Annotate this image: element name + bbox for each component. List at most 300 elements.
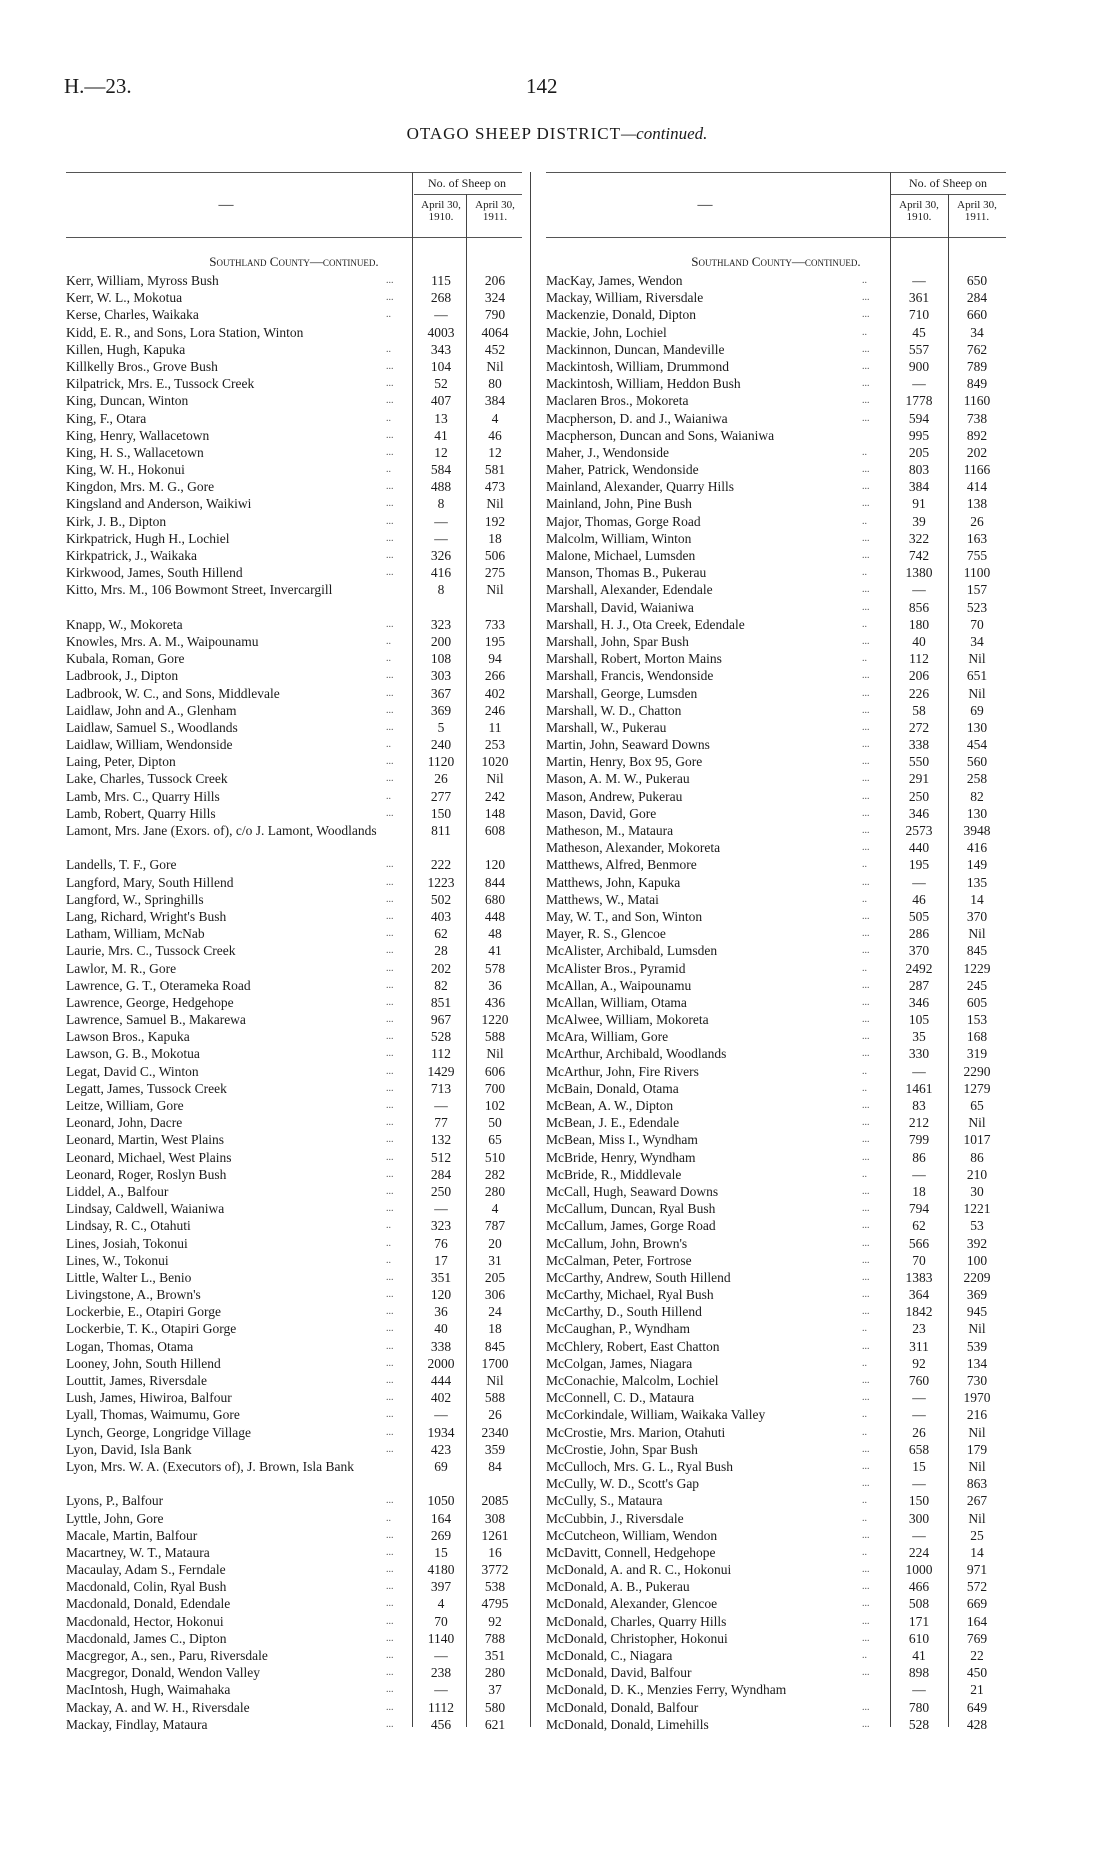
sheep-1910: 323 xyxy=(430,616,452,632)
owner-name: Marshall, David, Waianiwa xyxy=(546,599,694,615)
owner-name: McDonald, C., Niagara xyxy=(546,1648,673,1663)
leader-dots: ... xyxy=(386,670,394,682)
leader-dots: ... xyxy=(386,1684,394,1696)
owner-name: Malcolm, William, Winton xyxy=(546,530,692,546)
leader-dots: .. xyxy=(386,1254,391,1266)
leader-dots: ... xyxy=(862,395,870,407)
leader-dots: ... xyxy=(862,1632,870,1644)
table-row xyxy=(66,616,522,633)
sheep-1911: 769 xyxy=(966,1630,988,1646)
owner-name: Mackay, A. and W. H., Riversdale xyxy=(66,1699,250,1715)
leader-dots: ... xyxy=(862,601,870,613)
sheep-1910: 361 xyxy=(908,290,930,306)
leader-dots: ... xyxy=(862,498,870,510)
sheep-1910: 303 xyxy=(430,668,452,684)
sheep-1910: — xyxy=(912,582,926,598)
leader-dots: ... xyxy=(386,1632,394,1644)
sheep-1911: 135 xyxy=(966,874,988,890)
table-row xyxy=(546,461,1006,478)
table-row xyxy=(66,1527,522,1544)
table-row xyxy=(546,788,1006,805)
sheep-1911: 700 xyxy=(484,1080,506,1096)
sheep-1911: 163 xyxy=(966,530,988,546)
sheep-1910: 416 xyxy=(430,565,452,581)
owner-name: Lyon, Mrs. W. A. (Executors of), J. Brown, Isla Bank xyxy=(66,1458,354,1474)
table-row xyxy=(66,633,522,650)
table-row xyxy=(546,272,1006,289)
sheep-1911: 267 xyxy=(966,1493,988,1509)
leader-dots: .. xyxy=(862,1512,867,1524)
table-row xyxy=(66,1200,522,1217)
table-row xyxy=(66,1389,522,1406)
leader-dots: .. xyxy=(386,635,391,647)
sheep-1910: 86 xyxy=(912,1149,926,1165)
leader-dots: ... xyxy=(862,1306,870,1318)
sheep-1910: 1429 xyxy=(427,1063,455,1079)
sheep-1911: 392 xyxy=(966,1235,988,1251)
leader-dots: ... xyxy=(862,343,870,355)
table-row xyxy=(546,375,1006,392)
sheep-1911: 168 xyxy=(966,1029,988,1045)
table-row xyxy=(66,530,522,547)
table-row xyxy=(66,960,522,977)
sheep-1910: — xyxy=(912,376,926,392)
table-row xyxy=(546,410,1006,427)
sheep-1910: 488 xyxy=(430,479,452,495)
sheep-1910: 36 xyxy=(434,1304,448,1320)
table-row xyxy=(66,1235,522,1252)
sheep-1911: 581 xyxy=(484,462,506,478)
table-row xyxy=(546,822,1006,839)
leader-dots: ... xyxy=(386,1203,394,1215)
sheep-1911: 789 xyxy=(966,358,988,374)
sheep-1910: 115 xyxy=(431,273,451,288)
leader-dots: ... xyxy=(386,1168,394,1180)
table-row xyxy=(546,891,1006,908)
sheep-1910: 370 xyxy=(908,943,930,959)
sheep-1910: 250 xyxy=(908,788,930,804)
sheep-1910: 528 xyxy=(908,1716,930,1732)
owner-name: King, Henry, Wallacetown xyxy=(66,427,210,443)
leader-dots: .. xyxy=(386,653,391,665)
owner-name: Ladbrook, J., Dipton xyxy=(66,668,179,684)
sheep-1910: 1120 xyxy=(427,754,455,770)
sheep-1910: 1778 xyxy=(905,393,933,409)
sheep-1911: Nil xyxy=(486,1373,504,1389)
leader-dots: ... xyxy=(862,1340,870,1352)
table-row xyxy=(66,1441,522,1458)
leader-dots: ... xyxy=(862,1203,870,1215)
owner-name: Lines, Josiah, Tokonui xyxy=(66,1235,188,1251)
table-row xyxy=(546,1475,1006,1492)
sheep-1910: 269 xyxy=(430,1527,452,1543)
table-row xyxy=(66,1561,522,1578)
leader-dots: ... xyxy=(862,550,870,561)
leader-dots: .. xyxy=(862,1168,867,1180)
sheep-1911: 428 xyxy=(966,1716,988,1732)
owner-name: Lawson Bros., Kapuka xyxy=(66,1029,190,1045)
table-row xyxy=(546,736,1006,753)
leader-dots: ... xyxy=(386,292,394,304)
leader-dots: ... xyxy=(862,635,870,647)
sheep-1911: 4 xyxy=(491,1201,499,1217)
sheep-1911: 2209 xyxy=(963,1269,991,1285)
sheep-1910: 69 xyxy=(434,1458,448,1474)
leader-dots: ... xyxy=(386,928,394,940)
owner-name: Laidlaw, William, Wendonside xyxy=(66,737,233,753)
sheep-1910: 397 xyxy=(430,1579,452,1595)
table-row xyxy=(66,427,522,444)
owner-name: Kirkpatrick, J., Waikaka xyxy=(66,548,197,563)
table-row xyxy=(66,1406,522,1423)
sheep-1910: 108 xyxy=(430,651,452,667)
table-row xyxy=(546,1200,1006,1217)
table-row xyxy=(546,908,1006,925)
sheep-1911: 845 xyxy=(484,1338,506,1354)
sheep-1911: 588 xyxy=(484,1390,506,1406)
owner-name: Lamb, Mrs. C., Quarry Hills xyxy=(66,788,220,804)
owner-name: Logan, Thomas, Otama xyxy=(66,1338,194,1354)
table-row xyxy=(546,1303,1006,1320)
sheep-1910: 105 xyxy=(908,1012,930,1028)
sheep-1911: 34 xyxy=(970,633,984,649)
table-row xyxy=(66,702,522,719)
sheep-1911: 246 xyxy=(484,702,506,718)
table-row xyxy=(66,942,522,959)
owner-name: Laing, Peter, Dipton xyxy=(66,754,176,770)
leader-dots: ... xyxy=(386,996,394,1008)
sheep-1910: — xyxy=(912,1390,926,1406)
sheep-1911: Nil xyxy=(486,1046,504,1062)
owner-name: McDonald, Donald, Balfour xyxy=(546,1699,699,1715)
table-row xyxy=(546,1217,1006,1234)
owner-name: McDonald, Christopher, Hokonui xyxy=(546,1630,728,1646)
leader-dots: .. xyxy=(862,1426,867,1438)
sheep-1911: 448 xyxy=(484,908,506,924)
sheep-1910: 13 xyxy=(434,410,448,426)
sheep-1910: 566 xyxy=(908,1235,930,1251)
owner-name: Lynch, George, Longridge Village xyxy=(66,1424,252,1440)
leader-dots: ... xyxy=(386,1082,394,1094)
sheep-1910: 4180 xyxy=(427,1562,455,1578)
sheep-1910: 584 xyxy=(430,462,452,478)
table-row xyxy=(66,1458,522,1492)
owner-name: Knowles, Mrs. A. M., Waipounamu xyxy=(66,633,259,649)
leader-dots: ... xyxy=(862,1581,870,1593)
leader-dots: ... xyxy=(386,1495,394,1507)
table-row xyxy=(66,788,522,805)
leader-dots: ... xyxy=(862,1271,870,1283)
sheep-1911: 253 xyxy=(484,737,506,753)
sheep-1911: 755 xyxy=(966,548,988,563)
owner-name: Marshall, Alexander, Edendale xyxy=(546,582,713,598)
table-row xyxy=(66,1149,522,1166)
sheep-1911: Nil xyxy=(486,358,504,374)
leader-dots: ... xyxy=(386,687,394,699)
leader-dots: ... xyxy=(386,378,394,390)
sheep-1911: 849 xyxy=(966,376,988,392)
leader-dots: ... xyxy=(862,704,870,716)
owner-name: Malone, Michael, Lumsden xyxy=(546,548,696,563)
sheep-1910: 1140 xyxy=(427,1630,455,1646)
owner-name: McDonald, D. K., Menzies Ferry, Wyndham xyxy=(546,1682,787,1698)
table-row xyxy=(546,874,1006,891)
leader-dots: ... xyxy=(862,928,870,940)
right-name-col-header: — xyxy=(697,197,713,213)
sheep-1910: 330 xyxy=(908,1046,930,1062)
owner-name: Matthews, W., Matai xyxy=(546,891,659,907)
sheep-1911: 26 xyxy=(488,1407,502,1423)
sheep-1910: 402 xyxy=(430,1390,452,1406)
table-row xyxy=(66,461,522,478)
leader-dots: ... xyxy=(862,670,870,682)
sheep-1910: — xyxy=(912,273,926,288)
sheep-1911: 46 xyxy=(488,427,502,443)
owner-name: Lindsay, R. C., Otahuti xyxy=(66,1218,191,1234)
leader-dots: .. xyxy=(386,464,391,476)
sheep-1911: Nil xyxy=(968,685,986,701)
table-row xyxy=(546,1647,1006,1664)
sheep-1911: 148 xyxy=(484,805,506,821)
sheep-1910: 8 xyxy=(437,496,445,512)
table-row xyxy=(66,994,522,1011)
leader-dots: ... xyxy=(386,550,394,561)
owner-name: Kingsland and Anderson, Waikiwi xyxy=(66,496,252,512)
sheep-1911: 578 xyxy=(484,960,506,976)
leader-dots: ... xyxy=(386,1598,394,1610)
table-row xyxy=(546,1492,1006,1509)
right-group-header: No. of Sheep on xyxy=(909,176,987,190)
sheep-1911: 506 xyxy=(484,548,506,563)
table-row xyxy=(546,1561,1006,1578)
leader-dots: ... xyxy=(386,1100,394,1112)
table-row xyxy=(546,702,1006,719)
table-row xyxy=(66,547,522,564)
sheep-1910: — xyxy=(912,1166,926,1182)
sheep-1910: 46 xyxy=(912,891,926,907)
owner-name: Mackie, John, Lochiel xyxy=(546,324,667,340)
sheep-1910: 502 xyxy=(430,891,452,907)
sheep-1911: 649 xyxy=(966,1699,988,1715)
owner-name: McCaughan, P., Wyndham xyxy=(546,1321,691,1337)
leader-dots: ... xyxy=(862,1701,870,1713)
owner-name: McDonald, David, Balfour xyxy=(546,1665,692,1681)
sheep-1910: 240 xyxy=(430,737,452,753)
owner-name: Kerr, William, Myross Bush xyxy=(66,273,219,288)
leader-dots: ... xyxy=(386,1271,394,1283)
sheep-1911: 202 xyxy=(966,444,988,460)
sheep-1911: 48 xyxy=(488,926,502,942)
leader-dots: .. xyxy=(862,1495,867,1507)
leader-dots: ... xyxy=(862,1375,870,1386)
leader-dots: ... xyxy=(386,1650,394,1662)
leader-dots: ... xyxy=(862,979,870,991)
sheep-1911: 4795 xyxy=(481,1596,509,1612)
table-row xyxy=(546,1252,1006,1269)
owner-name: Lyttle, John, Gore xyxy=(66,1510,164,1526)
owner-name: Kingdon, Mrs. M. G., Gore xyxy=(66,479,215,495)
table-row xyxy=(66,1647,522,1664)
owner-name: McColgan, James, Niagara xyxy=(546,1355,693,1371)
leader-dots: ... xyxy=(386,1667,394,1679)
sheep-1911: 416 xyxy=(966,840,988,856)
sheep-1911: 86 xyxy=(970,1149,984,1165)
sheep-1910: 238 xyxy=(430,1665,452,1681)
owner-name: Macpherson, D. and J., Waianiwa xyxy=(546,410,728,426)
table-row xyxy=(546,1011,1006,1028)
owner-name: Marshall, Francis, Wendonside xyxy=(546,668,714,684)
sheep-1911: 37 xyxy=(488,1682,502,1698)
sheep-1910: — xyxy=(434,530,448,546)
sheep-1910: — xyxy=(434,1407,448,1423)
sheep-1910: 794 xyxy=(908,1201,930,1217)
leader-dots: ... xyxy=(386,962,394,974)
sheep-1910: 384 xyxy=(908,479,930,495)
leader-dots: ... xyxy=(862,807,870,819)
sheep-1911: 1700 xyxy=(481,1355,509,1371)
table-row xyxy=(66,874,522,891)
sheep-1910: 900 xyxy=(908,358,930,374)
table-row xyxy=(66,1372,522,1389)
table-row xyxy=(66,392,522,409)
right-date2-header: April 30, 1911. xyxy=(957,199,997,223)
table-row xyxy=(66,1011,522,1028)
sheep-1911: 473 xyxy=(484,479,506,495)
sheep-1910: 1461 xyxy=(905,1080,933,1096)
table-row xyxy=(66,341,522,358)
table-row xyxy=(546,427,1006,444)
leader-dots: ... xyxy=(862,464,870,476)
leader-dots: ... xyxy=(386,721,394,733)
leader-dots: .. xyxy=(862,515,867,527)
left-group-rule xyxy=(414,194,522,195)
sheep-1911: 84 xyxy=(488,1458,502,1474)
sheep-1910: 346 xyxy=(908,994,930,1010)
owner-name: Laurie, Mrs. C., Tussock Creek xyxy=(66,943,236,959)
sheep-1911: 945 xyxy=(966,1304,988,1320)
sheep-1910: 58 xyxy=(912,702,926,718)
sheep-1911: 69 xyxy=(970,702,984,718)
sheep-1910: 364 xyxy=(908,1287,930,1303)
sheep-1911: 210 xyxy=(966,1166,988,1182)
sheep-1911: Nil xyxy=(968,1510,986,1526)
owner-name: McCully, W. D., Scott's Gap xyxy=(546,1476,700,1492)
leader-dots: ... xyxy=(862,790,870,802)
leader-dots: .. xyxy=(386,1220,391,1232)
sheep-1910: 5 xyxy=(437,719,445,735)
table-row xyxy=(66,736,522,753)
left-rule-a xyxy=(412,172,413,1727)
title-main: OTAGO SHEEP DISTRICT xyxy=(406,124,622,143)
owner-name: Matthews, John, Kapuka xyxy=(546,874,681,890)
sheep-1910: 195 xyxy=(908,857,930,873)
left-rule-b xyxy=(466,194,467,1727)
sheep-1911: 369 xyxy=(966,1287,988,1303)
table-row xyxy=(66,1510,522,1527)
sheep-1911: 14 xyxy=(970,891,984,907)
leader-dots: ... xyxy=(386,1323,394,1335)
sheep-1910: 338 xyxy=(430,1338,452,1354)
table-row xyxy=(66,1544,522,1561)
leader-dots: ... xyxy=(386,1529,394,1541)
table-row xyxy=(546,1441,1006,1458)
owner-name: Mason, Andrew, Pukerau xyxy=(546,788,683,804)
owner-name: Marshall, W. D., Chatton xyxy=(546,702,682,718)
owner-name: Lamont, Mrs. Jane (Exors. of), c/o J. Lamont, Woodlands xyxy=(66,823,377,839)
sheep-1910: 62 xyxy=(434,926,448,942)
sheep-1911: 1261 xyxy=(481,1527,509,1543)
sheep-1911: 130 xyxy=(966,805,988,821)
sheep-1911: 510 xyxy=(484,1149,506,1165)
sheep-1910: 351 xyxy=(430,1269,452,1285)
leader-dots: ... xyxy=(386,1048,394,1060)
page-reference: H.—23. xyxy=(64,74,132,98)
table-row xyxy=(66,977,522,994)
table-row xyxy=(546,547,1006,564)
left-table-header xyxy=(66,172,522,238)
leader-dots: .. xyxy=(386,1237,391,1249)
sheep-1910: 205 xyxy=(908,444,930,460)
table-row xyxy=(66,1595,522,1612)
sheep-1911: 65 xyxy=(970,1098,984,1113)
leader-dots: .. xyxy=(862,326,867,338)
sheep-1910: 323 xyxy=(430,1218,452,1234)
left-table xyxy=(66,172,522,1733)
sheep-1911: 102 xyxy=(484,1098,506,1114)
sheep-1910: 898 xyxy=(908,1665,930,1681)
sheep-1910: 224 xyxy=(908,1544,930,1560)
sheep-1910: — xyxy=(434,1098,448,1114)
sheep-1911: 454 xyxy=(966,737,988,753)
owner-name: Mackenzie, Donald, Dipton xyxy=(546,307,696,323)
table-row xyxy=(66,1217,522,1234)
sheep-1911: 70 xyxy=(970,616,984,632)
table-row xyxy=(546,616,1006,633)
sheep-1911: 94 xyxy=(488,651,502,667)
right-date1-header: April 30, 1910. xyxy=(899,199,939,223)
leader-dots: ... xyxy=(386,807,394,819)
owner-name: Mainland, John, Pine Bush xyxy=(546,496,692,512)
owner-name: McAlister, Archibald, Lumsden xyxy=(546,943,718,959)
table-row xyxy=(66,719,522,736)
table-row xyxy=(546,1097,1006,1114)
owner-name: McCallum, John, Brown's xyxy=(546,1235,688,1251)
leader-dots: ... xyxy=(862,756,870,768)
leader-dots: ... xyxy=(862,1134,870,1146)
owner-name: Macdonald, James C., Dipton xyxy=(66,1630,227,1646)
owner-name: Lockerbie, T. K., Otapiri Gorge xyxy=(66,1321,237,1337)
leader-dots: ... xyxy=(862,412,870,424)
sheep-1910: 444 xyxy=(430,1373,452,1389)
table-row xyxy=(546,392,1006,409)
table-row xyxy=(546,1114,1006,1131)
sheep-1911: 680 xyxy=(484,891,506,907)
table-row xyxy=(546,1664,1006,1681)
table-row xyxy=(66,410,522,427)
sheep-1911: 242 xyxy=(484,788,506,804)
sheep-1911: Nil xyxy=(968,1321,986,1337)
sheep-1910: 222 xyxy=(430,857,452,873)
leader-dots: ... xyxy=(862,1460,870,1472)
sheep-1911: 606 xyxy=(484,1063,506,1079)
table-row xyxy=(546,306,1006,323)
sheep-1911: 539 xyxy=(966,1338,988,1354)
table-row xyxy=(66,1269,522,1286)
owner-name: King, Duncan, Winton xyxy=(66,393,189,409)
owner-name: Laidlaw, Samuel S., Woodlands xyxy=(66,719,238,735)
sheep-1911: 3948 xyxy=(963,823,991,838)
leader-dots: ... xyxy=(862,1048,870,1060)
